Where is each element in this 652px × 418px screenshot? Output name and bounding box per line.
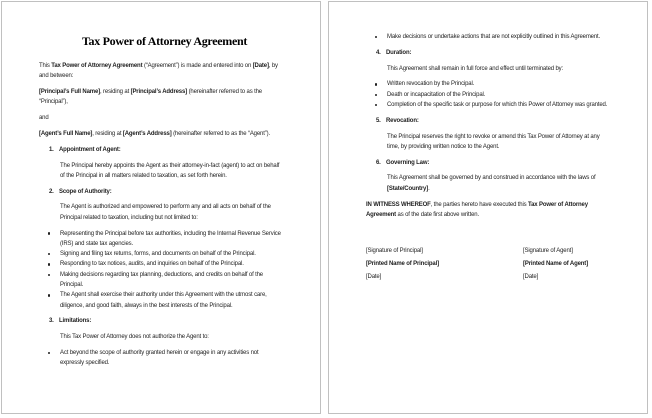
- document-title: Tax Power of Attorney Agreement: [81, 34, 248, 48]
- text-run: (“Agreement”) is made and entered into on: [142, 63, 253, 69]
- list-item-text: [60, 261, 244, 267]
- paragraph: [60, 202, 290, 223]
- bold-text-run: [Agent’s Full Name]: [39, 130, 93, 137]
- signature-line: [Date]: [523, 274, 539, 281]
- bullet-icon: [375, 83, 377, 85]
- item-label: Scope of Authority:: [59, 188, 112, 195]
- bullet-list: [39, 229, 290, 311]
- text-run: The Agent shall exercise their authority under this Agreement with the utmost care,: [60, 292, 267, 299]
- list-item-text: [60, 292, 267, 308]
- text-run: diligence, and good faith, always in the best interests of the Principal.: [60, 302, 233, 309]
- list-item: [39, 249, 290, 259]
- text-run: , residing at: [92, 130, 123, 137]
- item-label: Revocation:: [386, 117, 419, 124]
- item-label: Governing Law:: [386, 159, 430, 166]
- bold-text-run: Agreement: [366, 211, 396, 218]
- list-item: [39, 229, 290, 250]
- text-run: (hereinafter referred to as the “Agent”).: [171, 130, 270, 137]
- list-item-text: [60, 272, 263, 288]
- list-item-text: [60, 231, 281, 247]
- item-number: 5.: [376, 117, 381, 124]
- text-run: time, by providing written notice to the Agent.: [387, 143, 500, 150]
- bold-text-run: Tax Power of Attorney Agreement: [51, 63, 143, 69]
- signature-column: [366, 246, 523, 285]
- list-item: [39, 290, 290, 311]
- page-1[interactable]: [1, 1, 321, 414]
- text-run: , by: [268, 63, 278, 69]
- text-run: Signing and filing tax returns, forms, and documents on behalf of the Principal.: [60, 251, 256, 258]
- text-run: Making decisions regarding tax planning, deductions, and credits on behalf of the: [60, 271, 263, 278]
- text-run: Representing the Principal before tax authorities, including the Internal Revenue Service: [60, 230, 281, 237]
- item-number: 6.: [376, 159, 381, 166]
- numbered-heading: [376, 48, 617, 58]
- text-run: Principal related to taxation, including but not limited to:: [60, 214, 198, 221]
- list-item-text: [60, 350, 258, 366]
- text-run: (IRS) and state tax agencies.: [60, 240, 134, 247]
- numbered-heading: [49, 145, 290, 155]
- item-number: 2.: [49, 188, 54, 195]
- text-run: , the parties hereto have executed this: [430, 201, 529, 208]
- bold-text-run: [Agent’s Address]: [122, 130, 172, 137]
- item-label: Appointment of Agent:: [59, 146, 121, 153]
- list-item: [39, 270, 290, 291]
- text-run: Responding to tax notices, audits, and inquiries on behalf of the Principal.: [60, 261, 244, 268]
- text-run: The Principal hereby appoints the Agent as their attorney-in-fact (agent) to act on behalf: [60, 162, 280, 169]
- bold-text-run: [State/Country]: [387, 185, 429, 192]
- list-item: [39, 348, 290, 369]
- page-2[interactable]: [328, 1, 648, 414]
- text-run: and: [39, 115, 49, 122]
- text-run: (hereinafter referred to as the: [187, 89, 262, 96]
- numbered-heading: [49, 316, 290, 326]
- paragraph: [39, 129, 290, 139]
- list-item-text: [387, 92, 485, 98]
- text-run: The Principal reserves the right to revoke or amend this Tax Power of Attorney at any: [387, 133, 600, 140]
- item-number: 4.: [376, 49, 381, 56]
- bullet-icon: [375, 94, 377, 96]
- bullet-icon: [375, 104, 377, 106]
- bold-text-run: [Principal’s Full Name]: [39, 89, 101, 96]
- paragraph: [60, 332, 290, 342]
- text-run: Make decisions or undertake actions that are not explicitly outlined in this Agreement.: [387, 34, 601, 40]
- text-run: This Agreement shall remain in full force and effect until terminated by:: [387, 65, 564, 72]
- list-item-text: [60, 251, 256, 257]
- list-item-text: [387, 34, 600, 40]
- signature-line: [Printed Name of Agent]: [523, 261, 588, 268]
- bullet-icon: [48, 294, 50, 296]
- list-item: [366, 32, 617, 42]
- paragraph: [387, 173, 617, 194]
- signature-line: [Date]: [366, 274, 382, 281]
- bullet-icon: [48, 232, 50, 234]
- text-run: Act beyond the scope of authority granted herein or engage in any activities not: [60, 350, 259, 357]
- item-number: 3.: [49, 318, 54, 325]
- bullet-icon: [48, 274, 50, 276]
- paragraph: [39, 87, 290, 108]
- text-run: , residing at: [100, 89, 131, 96]
- text-run: This Agreement shall be governed by and construed in accordance with the laws of: [387, 175, 596, 182]
- bullet-icon: [48, 352, 50, 354]
- bold-text-run: IN WITNESS WHEREOF: [366, 201, 431, 208]
- text-run: .: [428, 185, 430, 192]
- bold-text-run: Tax Power of Attorney: [528, 201, 588, 208]
- text-run: The Agent is authorized and empowered to perform any and all acts on behalf of the: [60, 204, 271, 211]
- item-label: Duration:: [386, 49, 412, 56]
- list-item: [366, 100, 617, 110]
- signature-block: [366, 246, 617, 285]
- bullet-icon: [48, 263, 50, 265]
- bullet-list: [366, 32, 617, 42]
- signature-line: [Signature of Agent]: [523, 248, 573, 255]
- signature-line: [Printed Name of Principal]: [366, 261, 439, 268]
- item-label: Limitations:: [59, 318, 92, 325]
- bullet-icon: [48, 253, 50, 255]
- text-run: Completion of the specific task or purpose for which this Power of Attorney was granted.: [387, 101, 608, 108]
- paragraph: [60, 161, 290, 182]
- text-run: expressly specified.: [60, 360, 110, 367]
- list-item-text: [387, 102, 607, 108]
- text-run: Principal.: [60, 282, 84, 289]
- text-run: “Principal”),: [39, 99, 68, 106]
- text-run: and between:: [39, 73, 74, 80]
- item-number: 1.: [49, 146, 54, 153]
- list-item: [366, 79, 617, 89]
- signature-line: [Signature of Principal]: [366, 248, 423, 255]
- paragraph: [39, 113, 290, 123]
- list-item-text: [387, 81, 474, 87]
- paragraph: [39, 61, 290, 82]
- text-run: This Tax Power of Attorney does not authorize the Agent to:: [60, 334, 209, 341]
- text-run: This: [39, 63, 52, 69]
- bullet-list: [39, 348, 290, 369]
- bold-text-run: [Date]: [252, 63, 269, 69]
- bullet-list: [366, 79, 617, 110]
- paragraph: [366, 200, 617, 221]
- text-run: Death or incapacitation of the Principal.: [387, 91, 486, 98]
- text-run: of the Principal in all matters related to taxation, as set forth herein.: [60, 172, 227, 179]
- text-run: as of the date first above written.: [396, 211, 479, 218]
- numbered-heading: [376, 116, 617, 126]
- numbered-heading: [376, 158, 617, 168]
- signature-column: [523, 246, 617, 285]
- paragraph: [387, 64, 617, 74]
- numbered-heading: [49, 187, 290, 197]
- bold-text-run: [Principal’s Address]: [130, 89, 188, 96]
- text-run: Written revocation by the Principal.: [387, 81, 475, 88]
- paragraph: [387, 132, 617, 153]
- list-item: [366, 90, 617, 100]
- list-item: [39, 259, 290, 269]
- bullet-icon: [375, 36, 377, 38]
